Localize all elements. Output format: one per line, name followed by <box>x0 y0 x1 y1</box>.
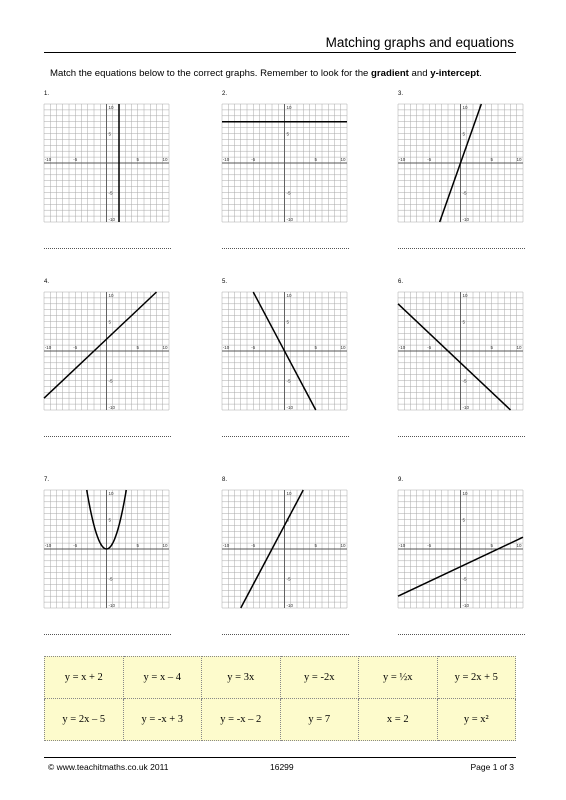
answer-line[interactable] <box>44 248 171 249</box>
y-tick-label-min: -10 <box>108 217 116 222</box>
x-tick-label-min: -10 <box>222 157 230 162</box>
graph-4 <box>44 279 169 410</box>
x-tick-label-max: 10 <box>340 157 346 162</box>
x-tick-label-max: 10 <box>516 157 522 162</box>
x-tick-label: 5 <box>314 157 318 162</box>
y-tick-label: 5 <box>108 319 112 325</box>
y-tick-label-max: 10 <box>286 105 292 110</box>
graph-8 <box>222 477 347 608</box>
y-tick-label-min: -10 <box>108 603 116 608</box>
x-tick-label: -5 <box>427 157 432 162</box>
y-tick-label-max: 10 <box>286 293 292 298</box>
instructions-text-and: and <box>408 68 431 79</box>
equation-cell: y = -x – 2 <box>202 699 281 741</box>
equation-cell: y = 2x + 5 <box>437 657 516 699</box>
y-tick-label: -5 <box>108 576 113 582</box>
graph-1 <box>44 91 169 222</box>
x-tick-label: -5 <box>73 345 78 350</box>
x-tick-label-max: 10 <box>162 157 168 162</box>
answer-line[interactable] <box>398 248 525 249</box>
equation-cell: y = x + 2 <box>45 657 124 699</box>
header-divider <box>44 52 516 53</box>
equations-table <box>44 656 516 741</box>
equations-row <box>45 657 516 699</box>
x-tick-label: 5 <box>314 543 318 548</box>
y-tick-label: -5 <box>108 378 113 384</box>
graph-number: 4. <box>44 279 50 285</box>
page-title: Matching graphs and equations <box>325 35 514 50</box>
equation-cell: y = x – 4 <box>123 657 202 699</box>
x-tick-label-max: 10 <box>516 345 522 350</box>
x-tick-label-min: -10 <box>44 157 52 162</box>
instructions <box>50 68 482 79</box>
x-tick-label-min: -10 <box>398 157 406 162</box>
equation-cell: y = 3x <box>202 657 281 699</box>
equation-cell: y = 2x – 5 <box>45 699 124 741</box>
x-tick-label-min: -10 <box>222 543 230 548</box>
instructions-bold-y-intercept: y-intercept <box>430 68 480 79</box>
coordinate-grid <box>44 490 169 608</box>
x-tick-label: 5 <box>136 543 140 548</box>
footer-copyright: © www.teachitmaths.co.uk 2011 <box>48 762 169 772</box>
x-tick-label: -5 <box>73 157 78 162</box>
y-tick-label-max: 10 <box>108 491 114 496</box>
y-tick-label-min: -10 <box>108 405 116 410</box>
y-tick-label-max: 10 <box>108 293 114 298</box>
equation-cell: y = -x + 3 <box>123 699 202 741</box>
equation-cell: y = ½x <box>359 657 438 699</box>
instructions-bold-gradient: gradient <box>371 68 409 79</box>
y-tick-label: 5 <box>462 131 466 137</box>
x-tick-label: 5 <box>136 345 140 350</box>
y-tick-label: -5 <box>286 576 291 582</box>
x-tick-label-max: 10 <box>162 543 168 548</box>
coordinate-grid <box>44 292 169 410</box>
x-tick-label-max: 10 <box>162 345 168 350</box>
y-tick-label: 5 <box>286 131 290 137</box>
y-tick-label-max: 10 <box>462 293 468 298</box>
x-tick-label-min: -10 <box>222 345 230 350</box>
coordinate-grid <box>44 104 169 222</box>
x-tick-label: -5 <box>251 543 256 548</box>
footer-resource-code: 16299 <box>270 762 294 772</box>
graph-number: 9. <box>398 477 404 483</box>
graph-6 <box>398 279 523 410</box>
x-tick-label: -5 <box>251 345 256 350</box>
y-tick-label-min: -10 <box>286 217 294 222</box>
x-tick-label: -5 <box>73 543 78 548</box>
graph-number: 5. <box>222 279 228 285</box>
graph-number: 8. <box>222 477 228 483</box>
graph-number: 2. <box>222 91 228 97</box>
graph-2 <box>222 91 347 222</box>
y-tick-label-min: -10 <box>462 405 470 410</box>
y-tick-label: -5 <box>462 576 467 582</box>
answer-line[interactable] <box>398 634 525 635</box>
x-tick-label: 5 <box>314 345 318 350</box>
x-tick-label-max: 10 <box>340 543 346 548</box>
y-tick-label-min: -10 <box>462 217 470 222</box>
x-tick-label-min: -10 <box>44 345 52 350</box>
x-tick-label-max: 10 <box>516 543 522 548</box>
footer-divider <box>44 757 516 758</box>
x-tick-label: -5 <box>251 157 256 162</box>
y-tick-label: 5 <box>462 517 466 523</box>
x-tick-label-min: -10 <box>44 543 52 548</box>
equation-cell: x = 2 <box>359 699 438 741</box>
x-tick-label: -5 <box>427 345 432 350</box>
y-tick-label: 5 <box>462 319 466 325</box>
answer-line[interactable] <box>398 436 525 437</box>
y-tick-label: 5 <box>286 319 290 325</box>
y-tick-label-min: -10 <box>286 603 294 608</box>
graph-7 <box>44 477 169 608</box>
answer-line[interactable] <box>222 436 349 437</box>
y-tick-label: 5 <box>108 517 112 523</box>
x-tick-label: 5 <box>490 543 494 548</box>
y-tick-label: -5 <box>286 378 291 384</box>
equation-cell: y = x² <box>437 699 516 741</box>
coordinate-grid <box>398 104 523 222</box>
x-tick-label-min: -10 <box>398 543 406 548</box>
y-tick-label-max: 10 <box>462 491 468 496</box>
y-tick-label: 5 <box>108 131 112 137</box>
graph-3 <box>398 91 523 222</box>
answer-line[interactable] <box>222 248 349 249</box>
y-tick-label: -5 <box>462 378 467 384</box>
equations-row <box>45 699 516 741</box>
y-tick-label-min: -10 <box>286 405 294 410</box>
instructions-text-end: . <box>479 68 482 79</box>
graph-number: 6. <box>398 279 404 285</box>
x-tick-label: 5 <box>490 157 494 162</box>
x-tick-label-min: -10 <box>398 345 406 350</box>
equation-cell: y = -2x <box>280 657 359 699</box>
answer-line[interactable] <box>44 634 171 635</box>
x-tick-label: 5 <box>490 345 494 350</box>
answer-line[interactable] <box>222 634 349 635</box>
coordinate-grid <box>222 490 347 608</box>
instructions-text: Match the equations below to the correct graphs. Remember to look for the <box>50 68 372 79</box>
y-tick-label-max: 10 <box>462 105 468 110</box>
equation-cell: y = 7 <box>280 699 359 741</box>
y-tick-label-max: 10 <box>108 105 114 110</box>
answer-line[interactable] <box>44 436 171 437</box>
x-tick-label-max: 10 <box>340 345 346 350</box>
graph-9 <box>398 477 523 608</box>
coordinate-grid <box>398 490 523 608</box>
y-tick-label-min: -10 <box>462 603 470 608</box>
x-tick-label: 5 <box>136 157 140 162</box>
y-tick-label: -5 <box>108 190 113 196</box>
graph-number: 7. <box>44 477 50 483</box>
y-tick-label-max: 10 <box>286 491 292 496</box>
y-tick-label: -5 <box>462 190 467 196</box>
coordinate-grid <box>222 292 347 410</box>
x-tick-label: -5 <box>427 543 432 548</box>
coordinate-grid <box>222 104 347 222</box>
graph-5 <box>222 279 347 410</box>
coordinate-grid <box>398 292 523 410</box>
y-tick-label: -5 <box>286 190 291 196</box>
graph-number: 3. <box>398 91 404 97</box>
footer-page-number: Page 1 of 3 <box>470 762 514 772</box>
graph-number: 1. <box>44 91 50 97</box>
